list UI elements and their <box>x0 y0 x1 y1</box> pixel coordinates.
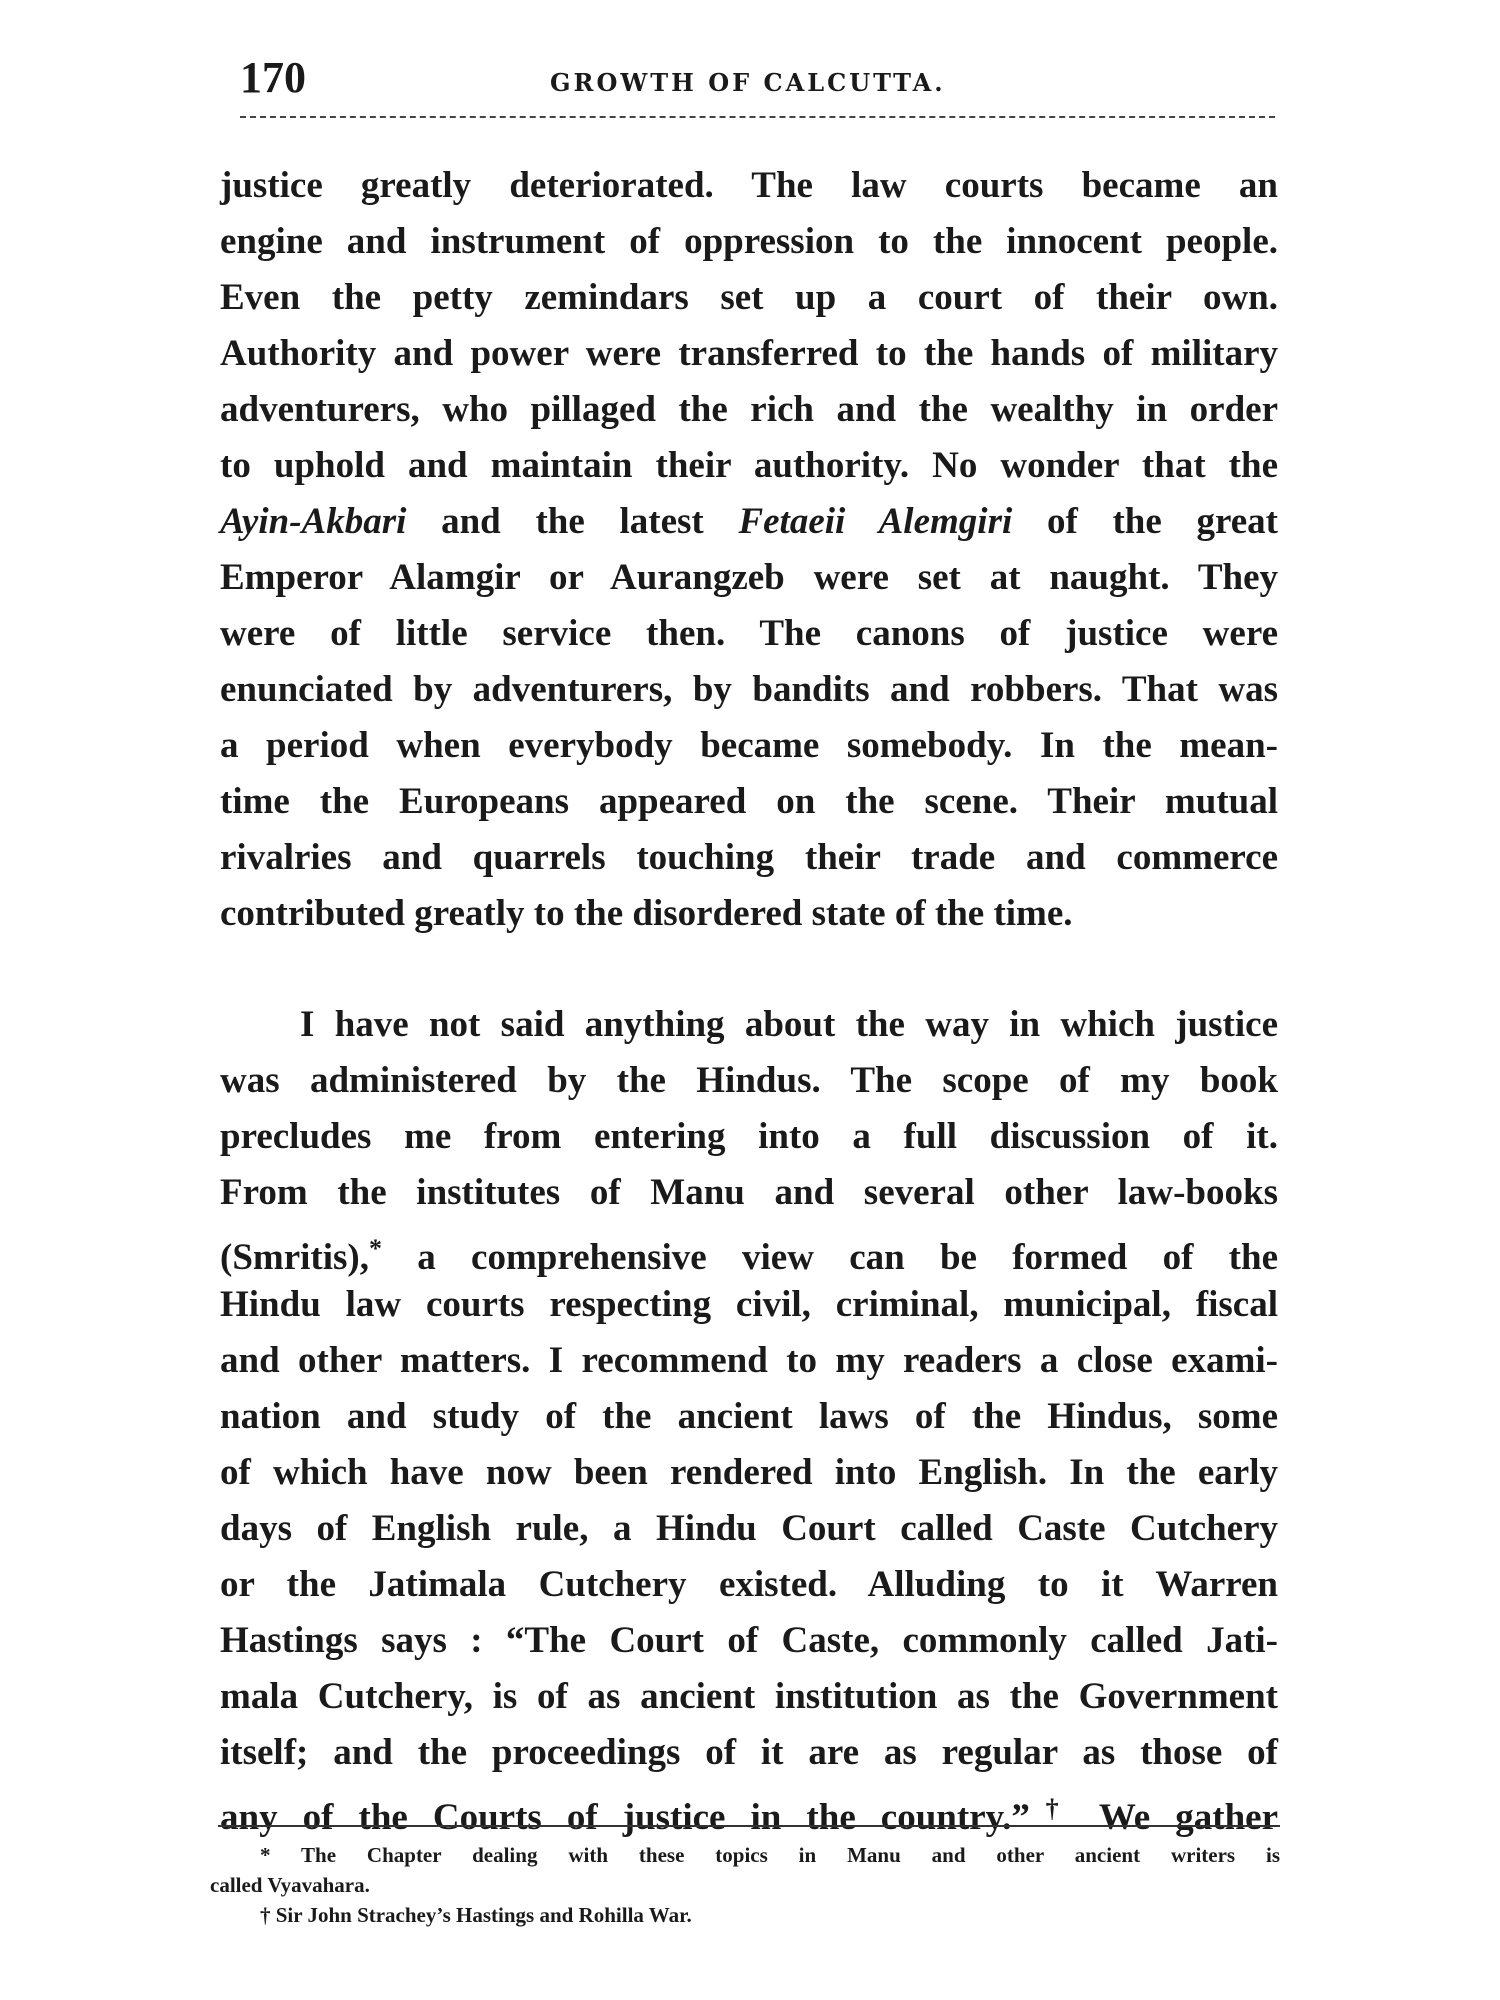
footnote-1-continued: called Vyavahara. <box>210 1873 370 1897</box>
text-line: days of English rule, a Hindu Court called Caste Cutchery <box>220 1508 1278 1549</box>
text-line: precludes me from entering into a full discussion of it. <box>220 1116 1278 1157</box>
text-line: From the institutes of Manu and several other law-books <box>220 1172 1278 1213</box>
running-head <box>240 48 1280 108</box>
paragraph-gap <box>220 942 1278 997</box>
text-line <box>220 1221 1278 1277</box>
text-span: a comprehensive view can be formed of the <box>382 1237 1278 1278</box>
text-span: any of the Courts of justice in the country.” <box>220 1797 1030 1838</box>
footnote-1: * The Chapter dealing with these topics in Manu and other ancient writers is <box>260 1843 1280 1867</box>
text-line: Authority and power were transferred to the hands of military <box>220 333 1278 374</box>
text-line: to uphold and maintain their authority. No wonder that the <box>220 445 1278 486</box>
text-line: time the Europeans appeared on the scene. Their mutual <box>220 781 1278 822</box>
text-line: Hindu law courts respecting civil, criminal, municipal, fiscal <box>220 1284 1278 1325</box>
text-line: was administered by the Hindus. The scope of my book <box>220 1060 1278 1101</box>
text-line: engine and instrument of oppression to the innocent people. <box>220 221 1278 262</box>
header-rule <box>240 116 1275 118</box>
running-title: GROWTH OF CALCUTTA. <box>550 68 946 97</box>
text-line <box>220 494 1278 550</box>
text-line: enunciated by adventurers, by bandits and robbers. That was <box>220 669 1278 710</box>
text-line: and other matters. I recommend to my readers a close exami- <box>220 1340 1278 1381</box>
footnotes <box>210 1840 1280 1930</box>
text-line: Emperor Alamgir or Aurangzeb were set at naught. They <box>220 557 1278 598</box>
text-line: justice greatly deteriorated. The law courts became an <box>220 165 1278 206</box>
text-line: mala Cutchery, is of as ancient institution as the Government <box>220 1676 1278 1717</box>
text-line: were of little service then. The canons of justice were <box>220 613 1278 654</box>
footnote-rule <box>218 1825 1280 1827</box>
text-line: of which have now been rendered into English. In the early <box>220 1452 1278 1493</box>
footnote-marker-asterisk: * <box>369 1234 382 1263</box>
text-line <box>220 1781 1278 1837</box>
text-line: contributed greatly to the disordered state of the time. <box>220 893 1073 934</box>
text-span: We gather <box>1074 1797 1279 1838</box>
text-line: nation and study of the ancient laws of the Hindus, some <box>220 1396 1278 1437</box>
text-line: adventurers, who pillaged the rich and the wealthy in order <box>220 389 1278 430</box>
footnote-marker-dagger: † <box>1029 1794 1075 1823</box>
text-line: a period when everybody became somebody. In the mean- <box>220 725 1278 766</box>
text-line: itself; and the proceedings of it are as regular as those of <box>220 1732 1278 1773</box>
text-span: (Smritis), <box>220 1237 369 1278</box>
text-span: and the latest <box>406 501 739 542</box>
body-text <box>220 158 1278 1837</box>
text-span: of the great <box>1012 501 1278 542</box>
text-line: Even the petty zemindars set up a court of their own. <box>220 277 1278 318</box>
text-line: Hastings says : “The Court of Caste, commonly called Jati- <box>220 1620 1278 1661</box>
italic-title-ayin-akbari: Ayin-Akbari <box>220 501 407 542</box>
italic-title-fetaeii-alemgiri: Fetaeii Alemgiri <box>738 501 1013 542</box>
text-line: I have not said anything about the way in which justice <box>300 1004 1278 1045</box>
footnote-2: † Sir John Strachey’s Hastings and Rohilla War. <box>260 1903 692 1927</box>
text-line: or the Jatimala Cutchery existed. Alluding to it Warren <box>220 1564 1278 1605</box>
page-number: 170 <box>240 53 306 102</box>
text-line: rivalries and quarrels touching their trade and commerce <box>220 837 1278 878</box>
